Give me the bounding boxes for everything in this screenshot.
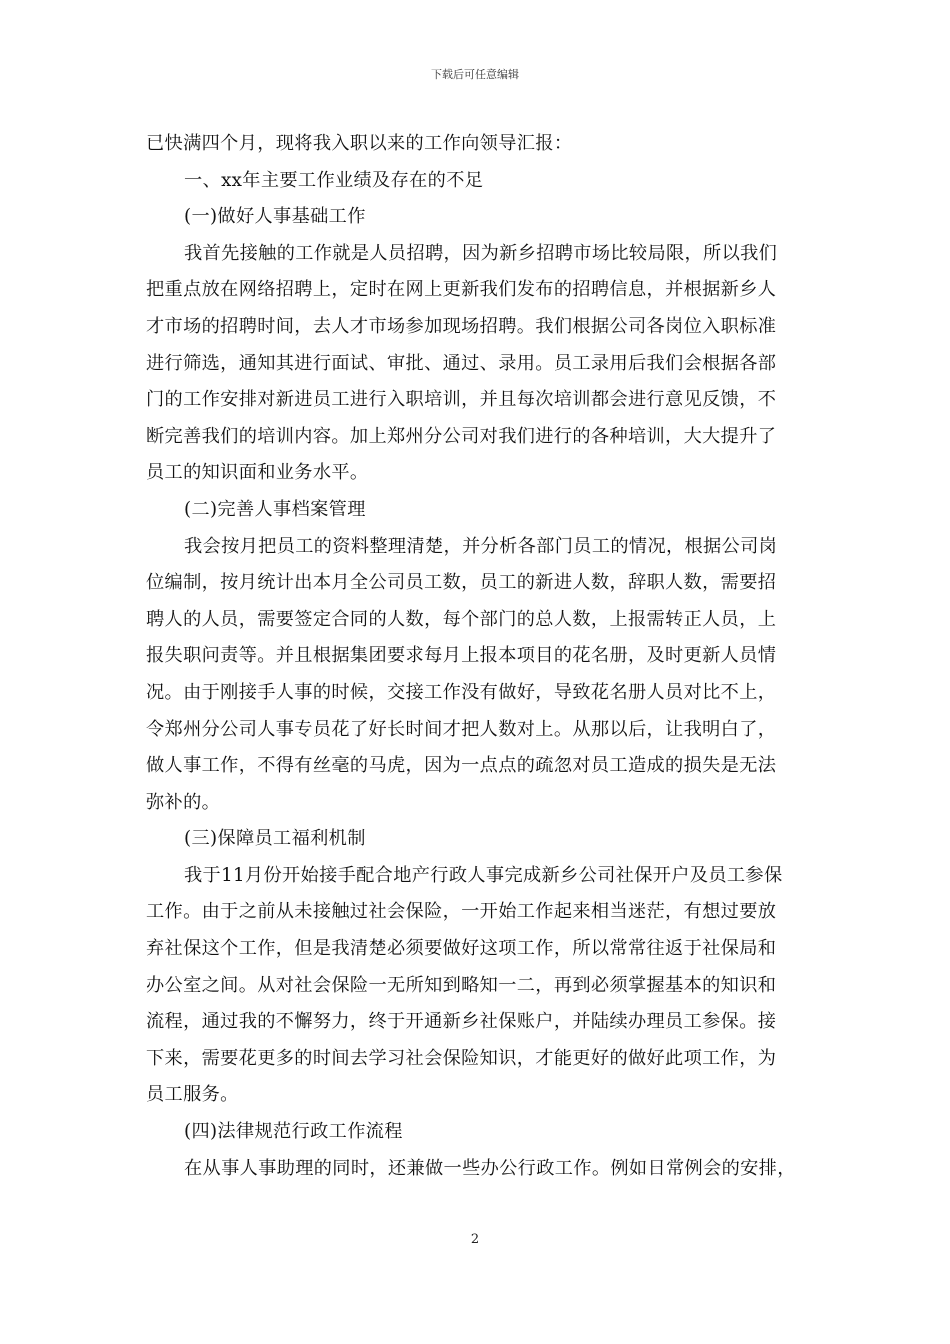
text-line: (三)保障员工福利机制 [184, 828, 366, 850]
text-line: (一)做好人事基础工作 [184, 206, 366, 228]
text-line: 下来，需要花更多的时间去学习社会保险知识，才能更好的做好此项工作，为 [146, 1047, 777, 1069]
text-line: 位编制，按月统计出本月全公司员工数，员工的新进人数，辞职人数，需要招 [146, 572, 777, 594]
text-line: 弥补的。 [146, 791, 221, 813]
text-line: 我会按月把员工的资料整理清楚，并分析各部门员工的情况，根据公司岗 [184, 535, 778, 557]
text-line: 流程，通过我的不懈努力，终于开通新乡社保账户，并陆续办理员工参保。接 [146, 1011, 777, 1033]
text-line: 才市场的招聘时间，去人才市场参加现场招聘。我们根据公司各岗位入职标准 [146, 315, 777, 337]
text-line: 把重点放在网络招聘上，定时在网上更新我们发布的招聘信息，并根据新乡人 [146, 279, 777, 301]
text-line: (二)完善人事档案管理 [184, 498, 366, 520]
text-line: 进行筛选，通知其进行面试、审批、通过、录用。员工录用后我们会根据各部 [146, 352, 777, 374]
text-line: 断完善我们的培训内容。加上郑州分公司对我们进行的各种培训，大大提升了 [146, 425, 777, 447]
text-line: 我于11月份开始接手配合地产行政人事完成新乡公司社保开户及员工参保 [184, 864, 783, 886]
text-line: 员工服务。 [146, 1084, 239, 1106]
page-header: 下载后可任意编辑 [431, 68, 519, 81]
text-line: 报失职问责等。并且根据集团要求每月上报本项目的花名册，及时更新人员情 [146, 645, 777, 667]
page-number: 2 [470, 1232, 480, 1247]
text-line: (四)法律规范行政工作流程 [184, 1121, 403, 1143]
text-line: 办公室之间。从对社会保险一无所知到略知一二，再到必须掌握基本的知识和 [146, 974, 777, 996]
text-line: 弃社保这个工作，但是我清楚必须要做好这项工作，所以常常往返于社保局和 [146, 938, 777, 960]
text-line: 况。由于刚接手人事的时候，交接工作没有做好，导致花名册人员对比不上， [146, 681, 777, 703]
text-line: 一、xx年主要工作业绩及存在的不足 [184, 169, 484, 191]
text-line: 员工的知识面和业务水平。 [146, 462, 369, 484]
text-line: 门的工作安排对新进员工进行入职培训，并且每次培训都会进行意见反馈，不 [146, 389, 777, 411]
text-line: 做人事工作，不得有丝毫的马虎，因为一点点的疏忽对员工造成的损失是无法 [146, 755, 777, 777]
text-line: 已快满四个月，现将我入职以来的工作向领导汇报： [146, 133, 573, 154]
text-line: 工作。由于之前从未接触过社会保险，一开始工作起来相当迷茫，有想过要放 [146, 901, 777, 923]
text-line: 在从事人事助理的同时，还兼做一些办公行政工作。例如日常例会的安排， [184, 1157, 796, 1179]
text-line: 聘人的人员，需要签定合同的人数，每个部门的总人数，上报需转正人员，上 [146, 608, 777, 630]
text-line: 我首先接触的工作就是人员招聘，因为新乡招聘市场比较局限，所以我们 [184, 242, 778, 264]
text-line: 令郑州分公司人事专员花了好长时间才把人数对上。从那以后，让我明白了， [146, 718, 777, 740]
document-body [146, 126, 818, 1187]
